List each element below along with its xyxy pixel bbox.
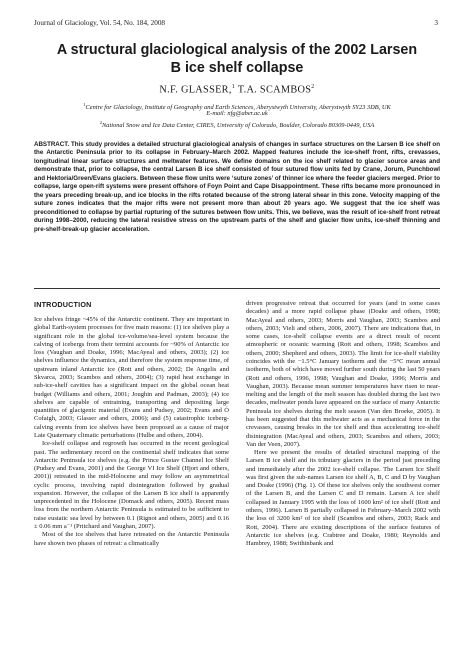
- author-glasser-affil-mark: 1: [231, 84, 236, 90]
- section-heading-introduction: INTRODUCTION: [34, 300, 92, 309]
- author-email: E-mail: nfg@aber.ac.uk: [206, 110, 268, 117]
- abstract-divider: [34, 288, 440, 289]
- author-glasser: N.F. GLASSER,: [159, 84, 232, 96]
- body-paragraph: Ice-shelf collapse and regrowth has occurred in the recent geological past. The sedimentary record on the continental shelf indicates that some Antarctic Peninsula ice shelves (e.g. the Prince Gustav Channel Ice Shelf (Pudsey and Evans, 2001) and the George VI Ice Shelf (Hjort and others, 2001)) retreated in the mid-Holocene and may follow an asymmetrical cyclic process, involving rapid disintegration followed by gradual expansion. However, the collapse of the Larsen B ice shelf is apparently unprecedented in the Holocene (Domack and others, 2005). Recent mass loss from the northern Antarctic Peninsula is estimated to be sufficient to raise eustatic sea level by between 0.1 (Rignot and others, 2005) and 0.16 ± 0.06 mm a⁻¹ (Pritchard and Vaughan, 2007).: [34, 440, 229, 531]
- affiliation-2-mark: 2: [99, 120, 102, 125]
- running-header-journal: Journal of Glaciology, Vol. 54, No. 184, 2008: [34, 19, 166, 27]
- author-scambos-affil-mark: 2: [311, 84, 315, 90]
- body-paragraph: Here we present the results of detailed structural mapping of the Larsen B ice shelf and its tributary glaciers in the period just preceding and immediately after the 2002 ice-shelf collapse. The Larsen Ice Shelf was first given the sub-names Larsen ice shelf A, B, C and D by Vaughan and Doake (1996) (Fig. 1). Of these ice shelves only the southwest corner of the Larsen B, and the Larsen C and D remain. Larsen A ice shelf collapsed in January 1995 with the loss of 1600 km² of ice shelf (Rott and others, 1996). Larsen B partially collapsed in February–March 2002 with the loss of 3200 km² of ice shelf (Scambos and others, 2003; Rack and Rott, 2004). There are existing descriptions of the surface features of Antarctic ice shelves (e.g. Crabtree and Doake, 1980; Reynolds and Hambrey, 1988; Swithinbank and: [246, 449, 440, 548]
- page-number: 3: [434, 19, 438, 27]
- abstract: ABSTRACT. This study provides a detailed structural glaciological analysis of changes in surface structures on the Larsen B ice shelf on the Antarctic Peninsula prior to its collapse in February–March 2002. Mapped features include the ice-shelf front, rifts, crevasses, longitudinal linear surface structures and meltwater features. We define domains on the ice shelf related to glacier source areas and demonstrate that, prior to collapse, the central Larsen B ice shelf consisted of four sutured flow units fed by Crane, Jorum, Punchbowl and Hektoria/Green/Evans glaciers. Between these flow units were ‘suture zones’ of thinner ice where the feeder glaciers merged. Prior to collapse, large open-rift systems were present offshore of Foyn Point and Cape Disappointment. These rifts became more pronounced in the years preceding break-up, and ice blocks in the rifts rotated because of the strong lateral shear in this zone. Velocity mapping of the suture zones indicates that the major rifts were not present more than about 20 years ago. We suggest that the ice shelf was preconditioned to collapse by partial rupturing of the sutures between flow units. This, we believe, was the result of ice-shelf front retreat during 1998–2000, reducing the lateral resistive stress on the upstream parts of the shelf and glacier flow units, ice-shelf thinning and pre-shelf-break-up glacier acceleration.: [34, 141, 440, 233]
- affiliation-2-text: National Snow and Ice Data Center, CIRES, University of Colorado, Boulder, Colorado 80309-0449, USA: [102, 122, 375, 130]
- affiliation-2: [34, 119, 440, 131]
- affiliation-1-text: Centre for Glaciology, Institute of Geography and Earth Sciences, Aberystwyth University, Aberystwyth SY23 3DB, UK: [85, 104, 391, 112]
- affiliation-1-mark: 1: [83, 102, 86, 107]
- author-list: [0, 84, 474, 95]
- author-scambos: T.A. SCAMBOS: [237, 84, 312, 96]
- paper-title: A structural glaciological analysis of the 2002 Larsen B ice shelf collapse: [56, 42, 418, 76]
- body-paragraph: driven progressive retreat that occurred for years (and in some cases decades) and a more rapid collapse phase (Doake and others, 1998; MacAyeal and others, 2003; Morris and Vaughan, 2003; Scambos and others, 2003; Vieli and others, 2006, 2007). There are indications that, in some cases, ice-shelf collapse events are a direct result of recent atmospheric or oceanic warming (Rott and others, 1998; Scambos and others, 2000; Shepherd and others, 2003). The limit for ice-shelf viability coincides with the −1.5°C January isotherm and the −5°C mean annual isotherm, both of which have moved further south during the last 50 years (Rott and others, 1996, 1998; Vaughan and Doake, 1996; Morris and Vaughan, 2003). Because mean summer temperatures have risen to near-melting and the length of the melt season has doubled during the last two decades, meltwater ponds have appeared on the surface of many Antarctic Peninsula ice shelves during the melt season (Van den Broeke, 2005). It has been suggested that this meltwater acts as a mechanical force in the crevasses, causing breaks in the ice shelf and thus accelerating ice-shelf disintegration (MacAyeal and others, 2003; Scambos and others, 2003; Van der Veen, 2007).: [246, 300, 440, 448]
- body-paragraph: Most of the ice shelves that have retreated on the Antarctic Peninsula have shown two phases of retreat: a climatically: [34, 531, 229, 547]
- column-right: [246, 300, 440, 548]
- column-left: [34, 300, 229, 548]
- body-paragraph: Ice shelves fringe ~45% of the Antarctic continent. They are important in global Earth-system processes for five main reasons: (1) ice shelves play a significant role in the global ice-volume/sea-level system because the calving of icebergs from their termini accounts for ~90% of Antarctic ice loss (Vaughan and Doake, 1996; MacAyeal and others, 2003); (2) ice shelves influence the dynamics, and therefore the system response time, of upstream inland Antarctic ice (Rott and others, 2002; De Angelis and Skvarca, 2003; Scambos and others, 2004); (3) rapid heat exchange in sub-ice-shelf cavities has a significant impact on the global ocean heat budget (Williams and others, 2001; Joughin and Padman, 2003); (4) ice shelves are capable of entraining, transporting and depositing large quantities of glacigenic material (Evans and Pudsey, 2002; Evans and Ó Cofaigh, 2003; Glasser and others, 2006); and (5) catastrophic iceberg-calving events from ice shelves have been proposed as a cause of major Late Quaternary climatic perturbations (Hulbe and others, 2004).: [34, 316, 229, 439]
